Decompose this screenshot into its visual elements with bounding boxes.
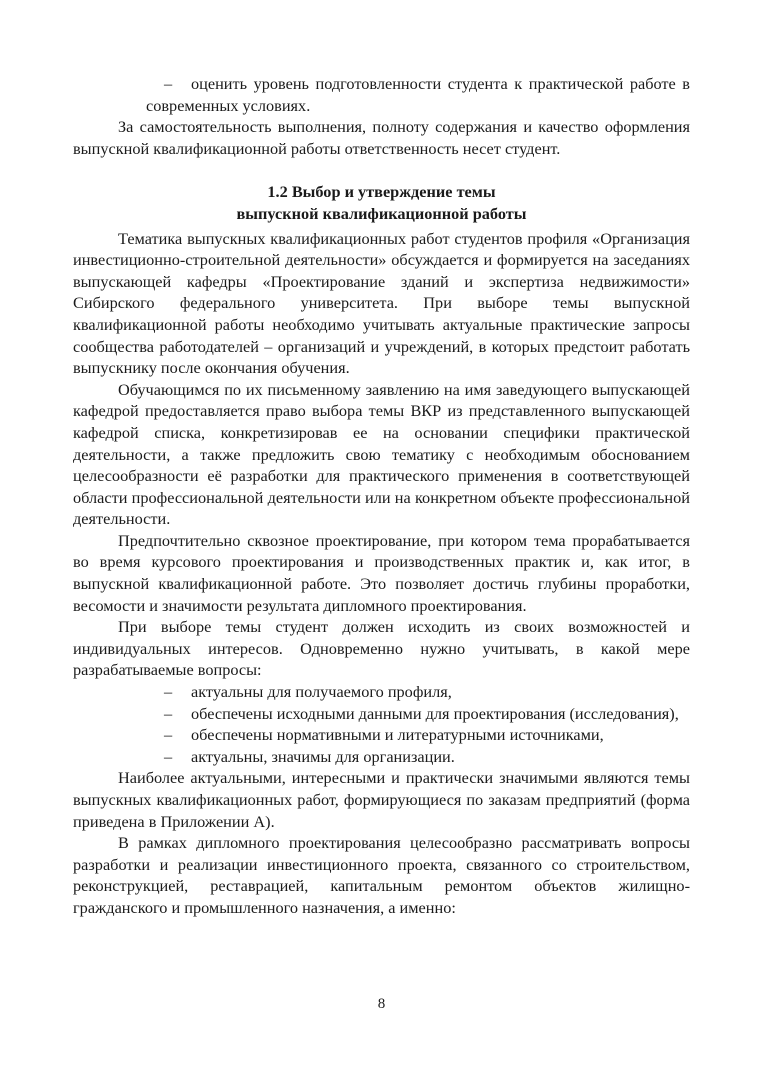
section-heading-line-2: выпускной квалификационной работы (236, 203, 527, 223)
paragraph-topics: Тематика выпускных квалификационных работ студентов профиля «Организация инвестиционно-строительной деятельности» обсуждается и формируется на заседаниях выпускающей кафедры «Проектирование зданий и экспертиза недвижимости» Сибирского федерального университета. При выборе темы выпускной квалификационной работы необходимо учитывать актуальные практические запросы сообщества работодателей – организаций и учреждений, в которых предстоит работать выпускнику после окончания обучения. (73, 228, 690, 378)
paragraph-through-design: Предпочтительно сквозное проектирование, при котором тема прорабатывается во время курсового проектирования и производственных практик и, как итог, в выпускной квалификационной работе. Это позволяет достичь глубины проработки, весомости и значимости результата дипломного проектирования. (73, 530, 690, 615)
dash-marker: – (164, 725, 173, 745)
list-item (73, 681, 690, 703)
dash-marker: – (164, 74, 173, 93)
intro-list-item-text: оценить уровень подготовленности студента к практической работе в современных условиях. (146, 74, 690, 115)
body-text (73, 73, 690, 919)
dash-marker: – (164, 746, 173, 766)
section-heading-line-1: 1.2 Выбор и утверждение темы (267, 182, 496, 202)
list-item-text: обеспечены нормативными и литературными источниками, (191, 725, 604, 745)
paragraph-topic-selection: При выборе темы студент должен исходить из своих возможностей и индивидуальных интересов. Одновременно нужно учитывать, в какой мере разрабатываемые вопросы: (73, 617, 690, 680)
dash-marker: – (164, 682, 173, 702)
paragraph-scope: В рамках дипломного проектирования целесообразно рассматривать вопросы разработки и реализации инвестиционного проекта, связанного со строительством, реконструкцией, реставрацией, капитальным ремонтом объектов жилищно-гражданского и промышленного назначения, а именно: (73, 833, 690, 917)
intro-paragraph: За самостоятельность выполнения, полноту содержания и качество оформления выпускной квалификационной работы ответственность несет студент. (73, 117, 690, 158)
section-heading (73, 181, 690, 224)
list-item (73, 724, 690, 746)
list-item (73, 746, 690, 768)
list-item-text: актуальны для получаемого профиля, (191, 682, 452, 702)
list-item-text: актуальны, значимы для организации. (191, 746, 455, 766)
page-number: 8 (377, 996, 386, 1012)
list-item-text: обеспечены исходными данными для проектирования (исследования), (191, 703, 679, 723)
list-item (73, 703, 690, 725)
paragraph-students-choice: Обучающимся по их письменному заявлению на имя заведующего выпускающей кафедрой предоставляется право выбора темы ВКР из представленного выпускающей кафедрой списка, конкретизировав ее на основании специфики практической деятельности, а также предложить свою тематику с необходимым обоснованием целесообразности её разработки для практического применения в соответствующей области профессиональной деятельности или на конкретном объекте профессиональной деятельности. (73, 379, 690, 529)
dash-marker: – (164, 703, 173, 723)
intro-list-item (73, 73, 690, 116)
paragraph-relevant-topics: Наиболее актуальными, интересными и практически значимыми являются темы выпускных квалификационных работ, формирующиеся по заказам предприятий (форма приведена в Приложении А). (73, 768, 690, 831)
